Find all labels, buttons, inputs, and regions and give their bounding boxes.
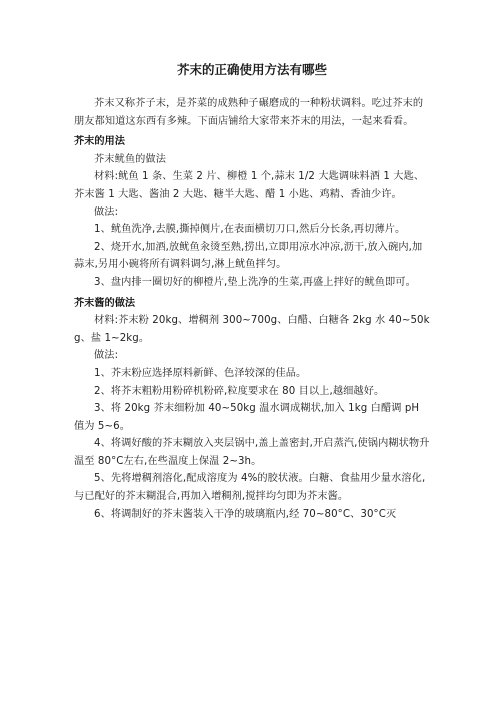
materials-paragraph: 材料:鱿鱼 1 条、生菜 2 片、柳橙 1 个,蒜末 1/2 大匙调味料酒 1 大匙、芥末酱 1 大匙、酱油 2 大匙、糖半大匙、醋 1 小匙、鸡精、香油少许。 [74, 171, 425, 200]
step-paragraph: 3、将 20kg 芥末细粉加 40~50kg 温水调成糊状,加入 1kg 白醋调 pH 值为 5~6。 [74, 403, 420, 432]
section-heading-usage: 芥末的用法 [74, 136, 125, 148]
intro-paragraph: 芥末又称芥子末，是芥菜的成熟种子碾磨成的一种粉状调料。吃过芥末的朋友都知道这东西有多辣。下面店铺给大家带来芥末的用法，一起来看看。 [74, 98, 424, 127]
step-paragraph: 3、盘内排一圈切好的柳橙片,垫上洗净的生菜,再盛上拌好的鱿鱼即可。 [94, 276, 416, 288]
step-paragraph: 6、将调制好的芥末酱装入干净的玻璃瓶内,经 70~80°C、30°C灭 [94, 508, 397, 520]
page-title: 芥末的正确使用方法有哪些 [176, 62, 327, 77]
step-paragraph: 1、鱿鱼洗净,去膜,撕掉侧片,在表面横切刀口,然后分长条,再切薄片。 [94, 224, 406, 236]
recipe-subtitle: 芥末鱿鱼的做法 [94, 153, 167, 165]
document-page [74, 62, 430, 523]
method-label: 做法: [94, 206, 119, 218]
step-paragraph: 1、芥末粉应选择原料新鲜、色泽较深的佳品。 [94, 367, 307, 379]
step-paragraph: 2、将芥末粗粉用粉碎机粉碎,粒度要求在 80 目以上,越细越好。 [94, 385, 385, 397]
step-paragraph: 2、烧开水,加酒,放鱿鱼汆烫至熟,捞出,立即用凉水冲凉,沥干,放入碗内,加蒜末,另用小碗将所有调料调匀,淋上鱿鱼拌匀。 [74, 241, 423, 271]
step-paragraph: 4、将调好酸的芥末糊放入夹层锅中,盖上盖密封,开启蒸汽,使锅内糊状物升温至 80°C左右,在些温度上保温 2~3h。 [74, 438, 430, 467]
section-heading-mustard-paste: 芥末酱的做法 [74, 297, 136, 309]
method-label: 做法: [94, 350, 119, 362]
step-paragraph: 5、先将增稠剂溶化,配成溶度为 4%的胶状液。白糖、食盐用少量水溶化,与已配好的芥末糊混合,再加入增稠剂,搅拌均匀即为芥末酱。 [74, 473, 426, 503]
materials-paragraph: 材料:芥末粉 20kg、增稠剂 300~700g、白醋、白糖各 2kg 水 40~50kg、盐 1~2kg。 [74, 315, 430, 344]
